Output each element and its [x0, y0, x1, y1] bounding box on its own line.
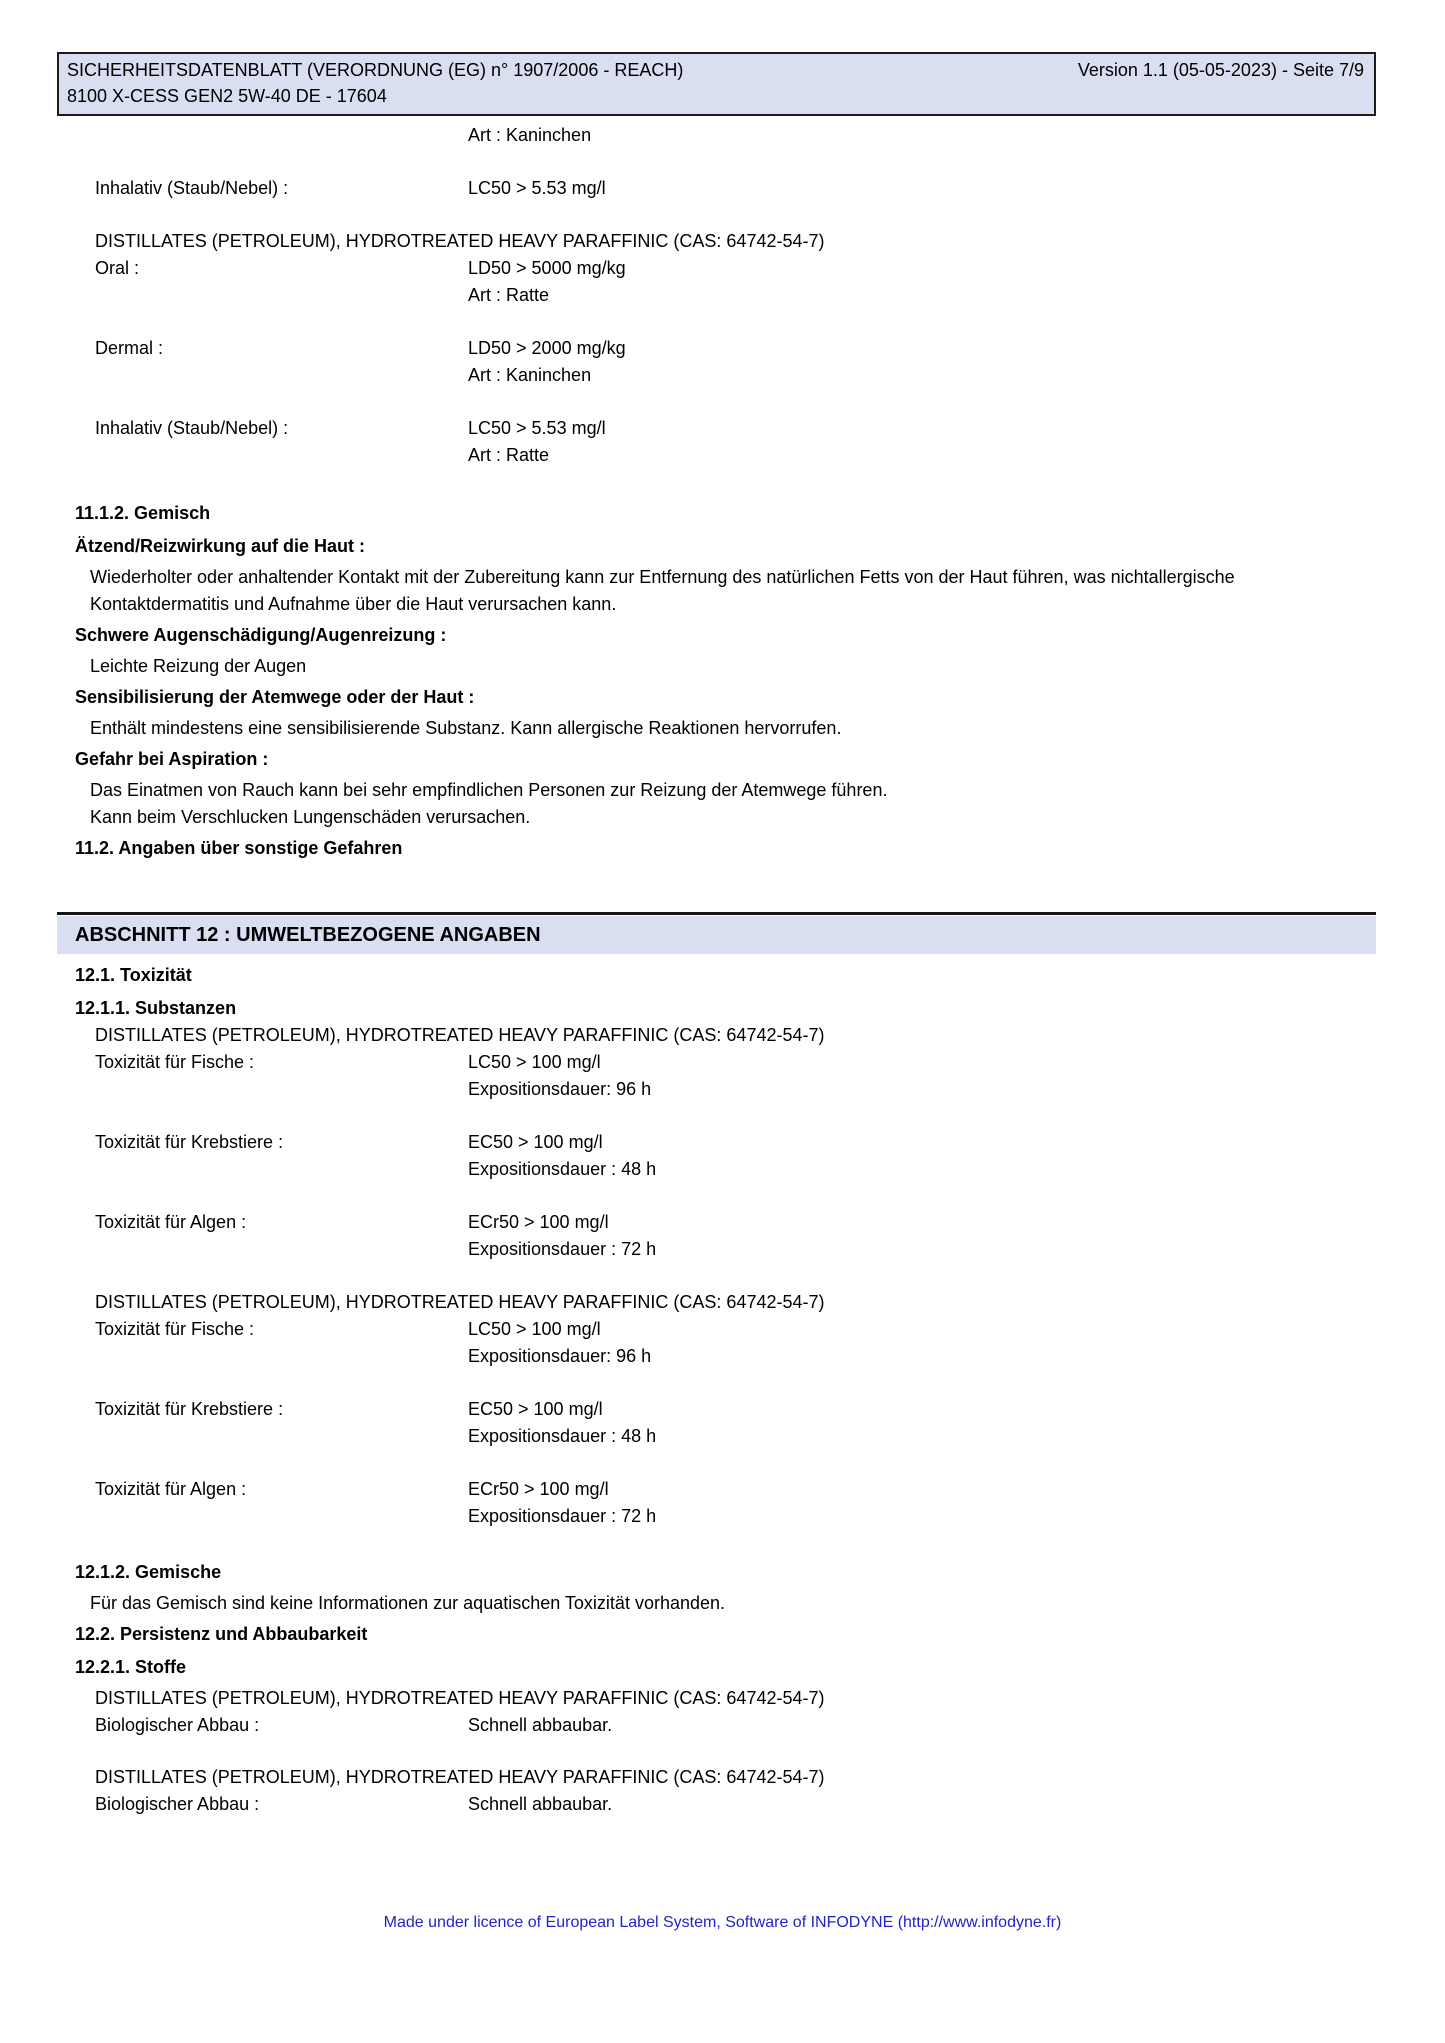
paragraph-line: Kontaktdermatitis und Aufnahme über die Haut verursachen kann.: [90, 594, 617, 614]
heading-12-1-1: 12.1.1. Substanzen: [75, 998, 237, 1018]
toxicity-row: [95, 415, 1445, 469]
row-label: [95, 122, 468, 149]
row-label: Inhalativ (Staub/Nebel) :: [95, 418, 289, 438]
substance-name: DISTILLATES (PETROLEUM), HYDROTREATED HEAVY PARAFFINIC (CAS: 64742-54-7): [95, 1767, 825, 1787]
paragraph-line: Für das Gemisch sind keine Informationen zur aquatischen Toxizität vorhanden.: [90, 1593, 726, 1613]
paragraph-line: Enthält mindestens eine sensibilisierende Substanz. Kann allergische Reaktionen hervorrufen.: [90, 718, 842, 738]
substance-name: DISTILLATES (PETROLEUM), HYDROTREATED HEAVY PARAFFINIC (CAS: 64742-54-7): [95, 231, 825, 251]
subheading-aspiration-hazard: Gefahr bei Aspiration :: [75, 749, 269, 769]
substance-name: DISTILLATES (PETROLEUM), HYDROTREATED HEAVY PARAFFINIC (CAS: 64742-54-7): [95, 1292, 825, 1312]
row-label: Dermal :: [95, 338, 164, 358]
paragraph-line: Leichte Reizung der Augen: [90, 656, 307, 676]
header-title: SICHERHEITSDATENBLATT (VERORDNUNG (EG) n° 1907/2006 - REACH): [67, 60, 684, 80]
paragraph-line: Wiederholter oder anhaltender Kontakt mit der Zubereitung kann zur Entfernung des natürlichen Fetts von der Haut führen, was nichtallergische: [90, 567, 1235, 587]
row-label: Toxizität für Algen :: [95, 1479, 247, 1499]
toxicity-row: [95, 255, 1445, 309]
row-value: LD50 > 2000 mg/kg: [468, 338, 626, 358]
row-value: LC50 > 100 mg/l: [468, 1319, 601, 1339]
toxicity-row: [95, 1396, 1445, 1450]
heading-12-2-1: 12.2.1. Stoffe: [75, 1657, 187, 1677]
heading-11-2: 11.2. Angaben über sonstige Gefahren: [75, 838, 403, 858]
row-value: Expositionsdauer : 72 h: [468, 1239, 657, 1259]
row-value: ECr50 > 100 mg/l: [468, 1212, 609, 1232]
subheading-skin-corrosion: Ätzend/Reizwirkung auf die Haut :: [75, 536, 366, 556]
toxicity-row: [95, 1049, 1445, 1103]
row-value: EC50 > 100 mg/l: [468, 1399, 603, 1419]
toxicity-row: [95, 1129, 1445, 1183]
row-value: Expositionsdauer : 48 h: [468, 1159, 657, 1179]
substance-name: DISTILLATES (PETROLEUM), HYDROTREATED HEAVY PARAFFINIC (CAS: 64742-54-7): [95, 1025, 825, 1045]
row-value: LC50 > 5.53 mg/l: [468, 418, 606, 438]
row-value: Expositionsdauer: 96 h: [468, 1079, 652, 1099]
header-top-row: [67, 57, 1364, 83]
row-label: Toxizität für Algen :: [95, 1212, 247, 1232]
toxicity-row: [95, 1209, 1445, 1263]
row-label: Biologischer Abbau :: [95, 1794, 260, 1814]
row-value: LC50 > 5.53 mg/l: [468, 178, 606, 198]
header-product: 8100 X-CESS GEN2 5W-40 DE - 17604: [67, 86, 387, 106]
paragraph-line: Das Einatmen von Rauch kann bei sehr empfindlichen Personen zur Reizung der Atemwege führen.: [90, 780, 888, 800]
row-value: Art : Ratte: [468, 445, 550, 465]
row-label: Toxizität für Fische :: [95, 1319, 255, 1339]
toxicity-row: [95, 175, 1445, 202]
row-label: Inhalativ (Staub/Nebel) :: [95, 178, 289, 198]
heading-12-2: 12.2. Persistenz und Abbaubarkeit: [75, 1624, 368, 1644]
subheading-eye-damage: Schwere Augenschädigung/Augenreizung :: [75, 625, 447, 645]
toxicity-row: [95, 1476, 1445, 1530]
row-value: LD50 > 5000 mg/kg: [468, 258, 626, 278]
row-value: ECr50 > 100 mg/l: [468, 1479, 609, 1499]
row-value: Art : Kaninchen: [468, 365, 592, 385]
row-value: Schnell abbaubar.: [468, 1794, 613, 1814]
section-12-banner: [57, 912, 1376, 954]
toxicity-row: [95, 1316, 1445, 1370]
biodegradation-row: [95, 1791, 1445, 1818]
toxicity-row: [95, 335, 1445, 389]
heading-11-1-2: 11.1.2. Gemisch: [75, 503, 211, 523]
row-value: EC50 > 100 mg/l: [468, 1132, 603, 1152]
row-label: Toxizität für Krebstiere :: [95, 1132, 284, 1152]
substance-name: DISTILLATES (PETROLEUM), HYDROTREATED HEAVY PARAFFINIC (CAS: 64742-54-7): [95, 1688, 825, 1708]
row-label: Toxizität für Krebstiere :: [95, 1399, 284, 1419]
biodegradation-row: [95, 1712, 1445, 1739]
row-value: LC50 > 100 mg/l: [468, 1052, 601, 1072]
row-value: Schnell abbaubar.: [468, 1715, 613, 1735]
row-value: Art : Ratte: [468, 285, 550, 305]
row-value: Art : Kaninchen: [468, 125, 592, 145]
row-value: Expositionsdauer : 48 h: [468, 1426, 657, 1446]
paragraph-line: Kann beim Verschlucken Lungenschäden verursachen.: [90, 807, 531, 827]
heading-12-1: 12.1. Toxizität: [75, 965, 192, 985]
row-label: Toxizität für Fische :: [95, 1052, 255, 1072]
banner-title: ABSCHNITT 12 : UMWELTBEZOGENE ANGABEN: [57, 916, 1376, 954]
row-label: Biologischer Abbau :: [95, 1715, 260, 1735]
row-value: Expositionsdauer: 96 h: [468, 1346, 652, 1366]
heading-12-1-2: 12.1.2. Gemische: [75, 1562, 222, 1582]
subheading-sensitisation: Sensibilisierung der Atemwege oder der Haut :: [75, 687, 475, 707]
document-header: [57, 52, 1376, 116]
toxicity-row: [95, 122, 1445, 149]
header-version: Version 1.1 (05-05-2023) - Seite 7/9: [1077, 60, 1364, 80]
row-label: Oral :: [95, 258, 140, 278]
row-value: Expositionsdauer : 72 h: [468, 1506, 657, 1526]
footer-licence-link[interactable]: Made under licence of European Label System, Software of INFODYNE (http://www.infodyne.fr): [383, 1914, 1062, 1931]
